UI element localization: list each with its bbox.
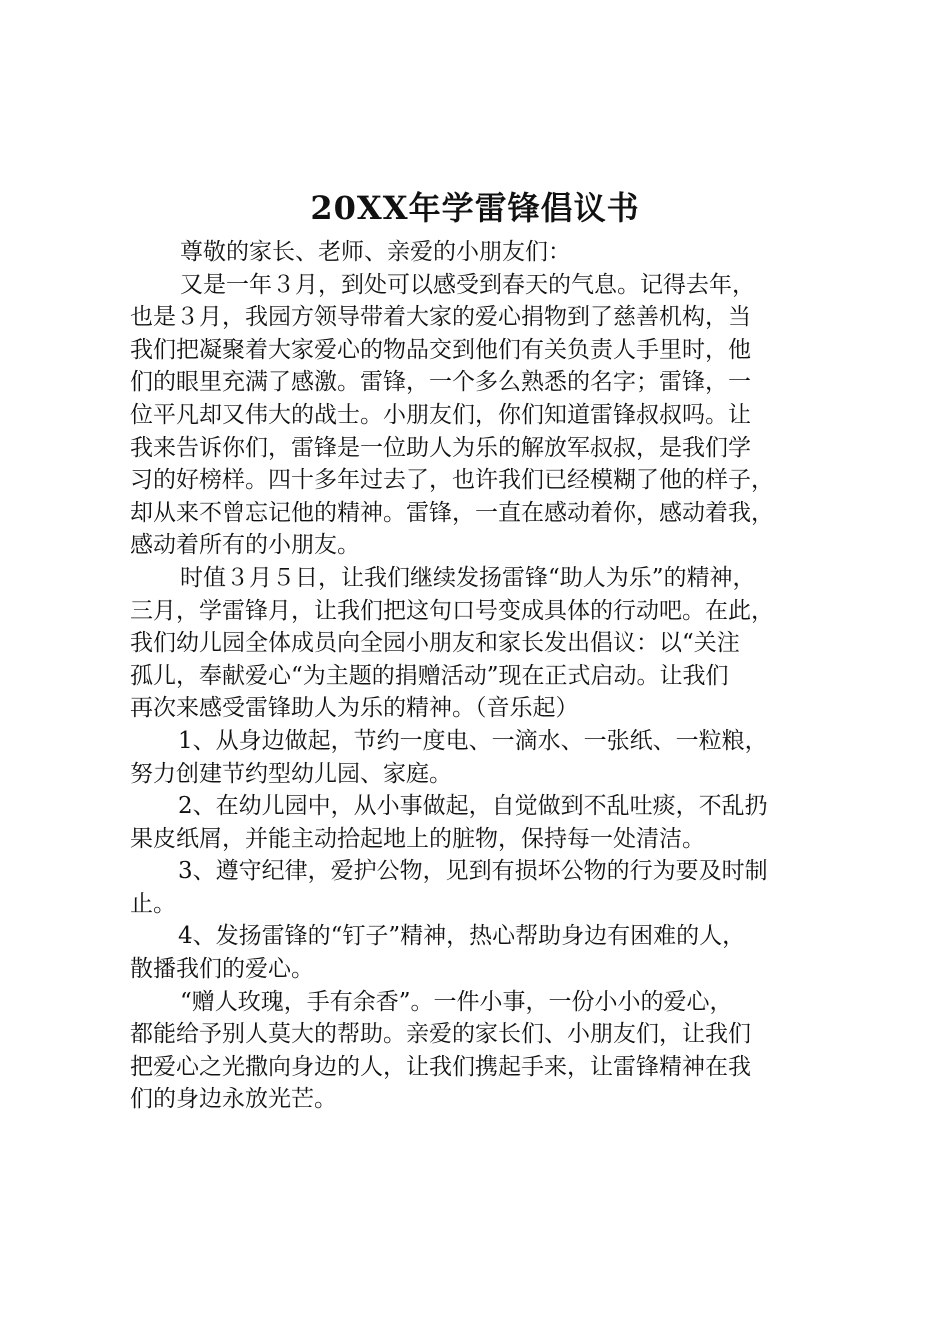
body-line: 努力创建节约型幼儿园、家庭。 (130, 760, 452, 787)
body-line: 再次来感受雷锋助人为乐的精神。（音乐起） (130, 695, 579, 722)
body-line: 止。 (130, 890, 176, 917)
body-line: 时值３月５日，让我们继续发扬雷锋“助人为乐”的精神， (180, 564, 756, 591)
body-line: 我们把凝聚着大家爱心的物品交到他们有关负责人手里时，他 (130, 336, 751, 363)
body-line: 也是３月，我园方领导带着大家的爱心捐物到了慈善机构，当 (130, 304, 751, 331)
body-line: 三月，学雷锋月，让我们把这句口号变成具体的行动吧。在此， (130, 597, 774, 624)
body-line: 感动着所有的小朋友。 (130, 532, 360, 559)
body-line: 们的身边永放光芒。 (130, 1086, 337, 1113)
body-line: 把爱心之光撒向身边的人，让我们携起手来，让雷锋精神在我 (130, 1053, 751, 1080)
document-body (130, 236, 830, 1116)
body-line: 位平凡却又伟大的战士。小朋友们，你们知道雷锋叔叔吗。让 (130, 401, 751, 428)
body-line: 4、发扬雷锋的“钉子”精神，热心帮助身边有困难的人， (178, 923, 746, 950)
body-line: 习的好榜样。四十多年过去了，也许我们已经模糊了他的样子， (130, 467, 774, 494)
body-line: 孤儿，奉献爱心“为主题的捐赠活动”现在正式启动。让我们 (130, 662, 729, 689)
body-line: 尊敬的家长、老师、亲爱的小朋友们： (180, 239, 571, 265)
body-line: 2、在幼儿园中，从小事做起，自觉做到不乱吐痰，不乱扔 (178, 793, 768, 820)
body-line: 都能给予别人莫大的帮助。亲爱的家长们、小朋友们，让我们 (130, 1021, 751, 1048)
body-line: 1、从身边做起，节约一度电、一滴水、一张纸、一粒粮， (178, 727, 768, 754)
document-title: 20XX年学雷锋倡议书 (310, 189, 640, 227)
body-line: 们的眼里充满了感激。雷锋，一个多么熟悉的名字；雷锋，一 (130, 369, 751, 396)
body-line: “赠人玫瑰，手有余香”。一件小事，一份小小的爱心， (180, 988, 733, 1015)
body-line: 我来告诉你们，雷锋是一位助人为乐的解放军叔叔，是我们学 (130, 434, 751, 461)
body-line: 散播我们的爱心。 (130, 956, 314, 983)
body-line: 果皮纸屑，并能主动拾起地上的脏物，保持每一处清洁。 (130, 825, 705, 852)
body-line: 3、遵守纪律，爱护公物，见到有损坏公物的行为要及时制 (178, 858, 768, 885)
body-line: 又是一年３月，到处可以感受到春天的气息。记得去年， (180, 271, 755, 298)
body-line: 我们幼儿园全体成员向全园小朋友和家长发出倡议：以“关注 (130, 630, 740, 657)
body-line: 却从来不曾忘记他的精神。雷锋，一直在感动着你，感动着我， (130, 499, 774, 526)
